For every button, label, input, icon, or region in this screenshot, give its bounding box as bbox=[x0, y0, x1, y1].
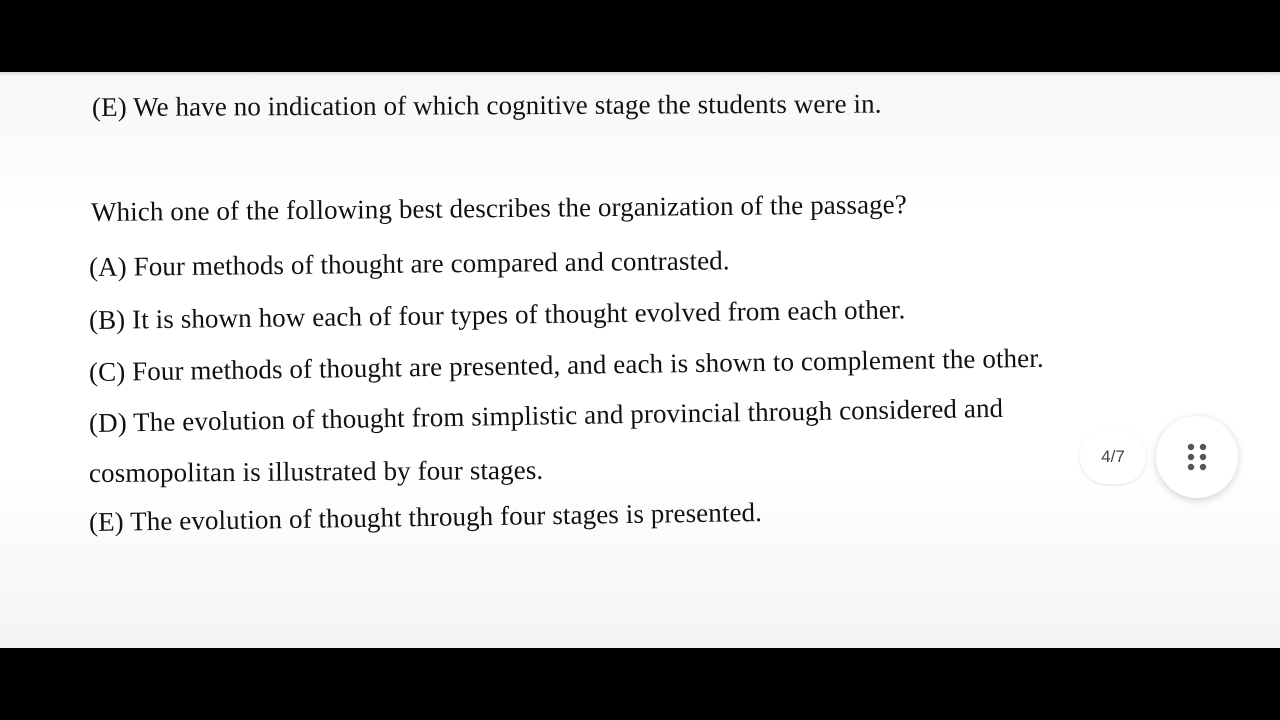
bottom-letterbox-bar bbox=[0, 648, 1280, 720]
answer-option-a: (A) Four methods of thought are compared and contrasted. bbox=[88, 245, 730, 282]
page-grid-button[interactable] bbox=[1156, 416, 1238, 498]
answer-option-e: (E) The evolution of thought through four stages is presented. bbox=[88, 497, 763, 537]
cut-off-previous-line bbox=[0, 72, 1280, 76]
answer-option-c: (C) Four methods of thought are presented, and each is shown to complement the other. bbox=[88, 342, 1044, 387]
top-letterbox-bar bbox=[0, 0, 1280, 72]
answer-option-d: (D) The evolution of thought from simplistic and provincial through considered and bbox=[88, 392, 1004, 438]
question-text: Which one of the following best describes the organization of the passage? bbox=[90, 189, 908, 227]
page-indicator: 4/7 bbox=[1080, 430, 1146, 484]
answer-option-b: (B) It is shown how each of four types of thought evolved from each other. bbox=[88, 294, 906, 335]
answer-option-d-continuation: cosmopolitan is illustrated by four stages. bbox=[88, 454, 544, 488]
previous-question-option-e: (E) We have no indication of which cognitive stage the students were in. bbox=[91, 88, 882, 122]
document-page bbox=[0, 72, 1280, 648]
drag-dots-icon bbox=[1186, 442, 1208, 472]
